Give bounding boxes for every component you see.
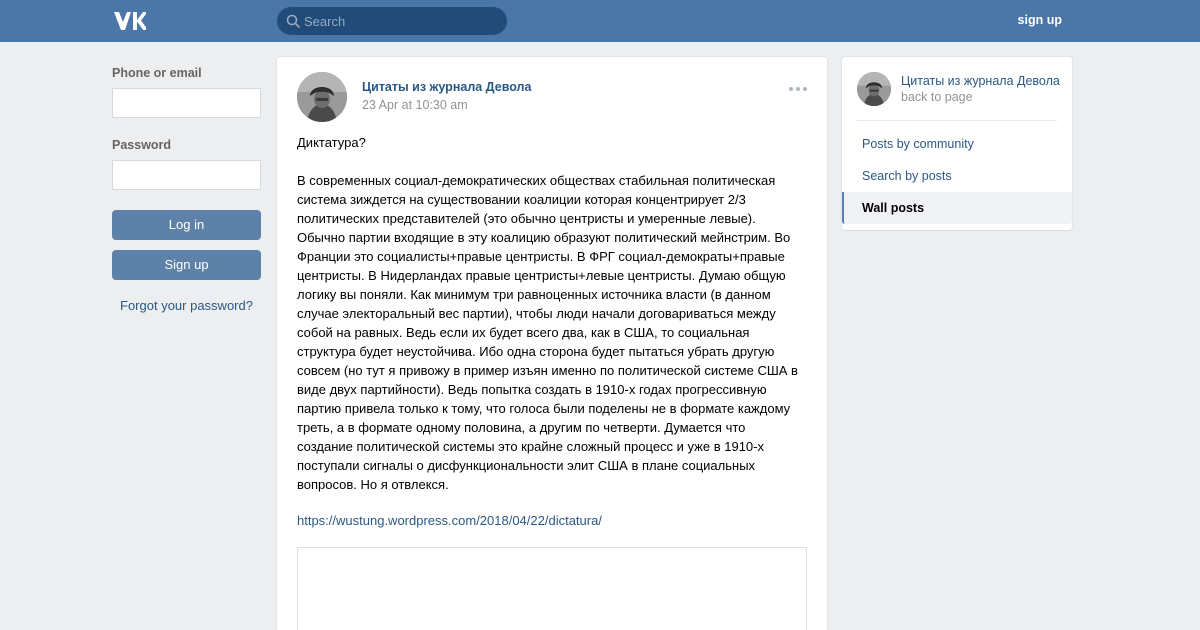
divider: [857, 120, 1057, 121]
password-label: Password: [112, 138, 172, 152]
soldier-avatar-icon: [857, 72, 891, 106]
more-options-icon[interactable]: [788, 81, 808, 97]
wall-post: [277, 57, 827, 630]
post-external-link[interactable]: https://wustung.wordpress.com/2018/04/22/dictatura/: [297, 513, 602, 528]
header-signup-link[interactable]: sign up: [1017, 13, 1062, 27]
search-input[interactable]: [304, 7, 499, 35]
side-menu: [842, 57, 1072, 230]
phone-label: Phone or email: [112, 66, 202, 80]
phone-email-input[interactable]: [112, 88, 261, 118]
signup-button[interactable]: Sign up: [112, 250, 261, 280]
login-button[interactable]: Log in: [112, 210, 261, 240]
post-text: Диктатура? В современных социал-демократических обществах стабильная политическая система зиждется на существовании коалиции которая концентрирует 2/3 политических представителей (это обычно центристы и умеренные левые). Обычно партии входящие в эту коалицию образуют политический мейнстрим. Во Франции это социалисты+правые центристы. В ФРГ социал-демократы+правые центристы. В Нидерландах правые центристы+левые центристы. Думаю общую логику вы поняли. Как минимум три равноценных источника власти (в данном случае электоральный вес партии), чтобы люди начали договариваться между собой на равных. Ведь если их будет всего два, как в США, то социальная структура будет неустойчива. Ибо одна сторона будет пытаться убрать другую совсем (но тут я привожу в пример изъян именно по политической системе США в виде двух партийности). Ведь попытка создать в 1910-х годах прогрессивную партию привела только к тому, что голоса были поделены не в формате каждому треть, а в формате одному половина, а другим по четверти. Думается что создание политической системы это крайне сложный процесс и уже в 1910-х поступали сигналы о дисфункциональности элит США в плане социальных вопросов. Но я отвлекся.: [297, 135, 798, 492]
post-author-link[interactable]: Цитаты из журнала Девола: [362, 80, 532, 94]
search-icon: [286, 14, 300, 28]
community-avatar[interactable]: [297, 72, 347, 122]
side-community-title[interactable]: Цитаты из журнала Девола: [901, 74, 1060, 88]
password-input[interactable]: [112, 160, 261, 190]
vk-logo-icon[interactable]: [112, 10, 146, 32]
menu-search-by-posts[interactable]: Search by posts: [862, 169, 952, 183]
login-form: [112, 66, 261, 313]
link-preview-card[interactable]: [297, 547, 807, 630]
soldier-avatar-icon: [297, 72, 347, 122]
search-box[interactable]: [277, 7, 507, 35]
menu-wall-posts[interactable]: Wall posts: [842, 192, 1072, 224]
side-community-avatar[interactable]: [857, 72, 891, 106]
top-header: [0, 0, 1200, 42]
forgot-password-link[interactable]: Forgot your password?: [120, 298, 253, 313]
menu-posts-by-community[interactable]: Posts by community: [862, 137, 974, 151]
post-date[interactable]: 23 Apr at 10:30 am: [362, 98, 468, 112]
back-to-page-link[interactable]: back to page: [901, 90, 973, 104]
